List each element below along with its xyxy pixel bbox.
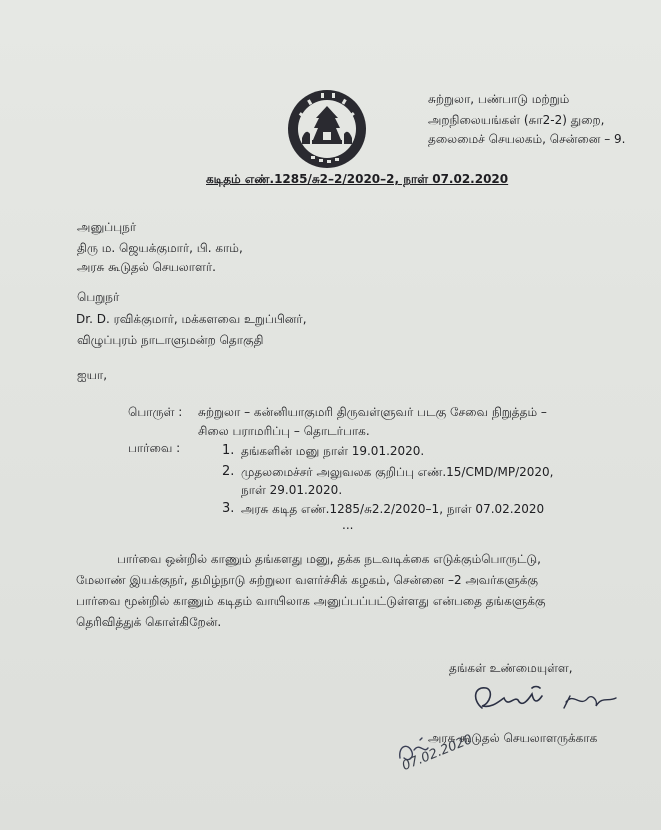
closing-yours: தங்கள் உண்மையுள்ள, — [449, 661, 573, 675]
salutation: ஐயா, — [77, 368, 108, 382]
sender-label: அனுப்புநர் — [77, 220, 137, 234]
subject-label: பொருள் : — [128, 405, 183, 419]
reference-number-1: 1. — [222, 443, 235, 458]
body-line-4: தெரிவித்துக் கொள்கிறேன். — [76, 615, 222, 629]
reference-number-2: 2. — [222, 464, 235, 479]
dept-line-2: அறநிலையங்கள் (சுா2-2) துறை, — [428, 113, 605, 127]
dept-line-1: சுற்றுலா, பண்பாடு மற்றும் — [428, 92, 570, 106]
separator-dots: ... — [342, 518, 354, 532]
reference-item-3: அரசு கடித எண்.1285/சு2.2/2020–1, நாள் 07.02.2020 — [241, 502, 545, 516]
closing-signatory: அரசு கூடுதல் செயலாளருக்காக — [428, 731, 598, 745]
subject-line-1: சுற்றுலா – கன்னியாகுமரி திருவள்ளுவர் படகு சேவை நிறுத்தம் – — [198, 405, 547, 419]
sender-name: திரு ம. ஜெயக்குமார், பி. காம், — [77, 241, 243, 255]
reference-item-2: முதலமைச்சர் அலுவலக குறிப்பு எண்.15/CMD/MP/2020, — [241, 465, 554, 479]
recipient-constituency: விழுப்புரம் நாடாளுமன்ற தொகுதி — [77, 333, 264, 347]
letter-reference: கடிதம் எண்.1285/சு2–2/2020–2, நாள் 07.02.2020 — [206, 172, 509, 186]
recipient-name: Dr. D. ரவிக்குமார், மக்களவை உறுப்பினர், — [76, 312, 307, 326]
references-label: பார்வை : — [128, 441, 181, 455]
reference-number-3: 3. — [222, 501, 235, 516]
body-line-3: பார்வை மூன்றில் காணும் கடிதம் வாயிலாக அனுப்பப்பட்டுள்ளது என்பதை தங்களுக்கு — [76, 594, 546, 608]
reference-item-1: தங்களின் மனு நாள் 19.01.2020. — [241, 444, 425, 458]
body-line-2: மேலாண் இயக்குநர், தமிழ்நாடு சுற்றுலா வளர்ச்சிக் கழகம், சென்னை –2 அவர்களுக்கு — [76, 573, 538, 587]
handwritten-date: 07.02.2020 — [400, 732, 475, 774]
body-line-1: பார்வை ஒன்றில் காணும் தங்களது மனு, தக்க நடவடிக்கை எடுக்கும்பொருட்டு, — [117, 552, 541, 566]
subject-line-2: சிலை பராமரிப்பு – தொடர்பாக. — [198, 424, 370, 438]
dept-line-3: தலைமைச் செயலகம், சென்னை – 9. — [428, 132, 626, 146]
signature-icon — [468, 678, 628, 724]
recipient-label: பெறுநர் — [77, 290, 120, 304]
reference-item-2-date: நாள் 29.01.2020. — [241, 483, 343, 497]
tamil-nadu-emblem-icon — [286, 88, 368, 170]
sender-designation: அரசு கூடுதல் செயலாளர். — [77, 260, 216, 274]
